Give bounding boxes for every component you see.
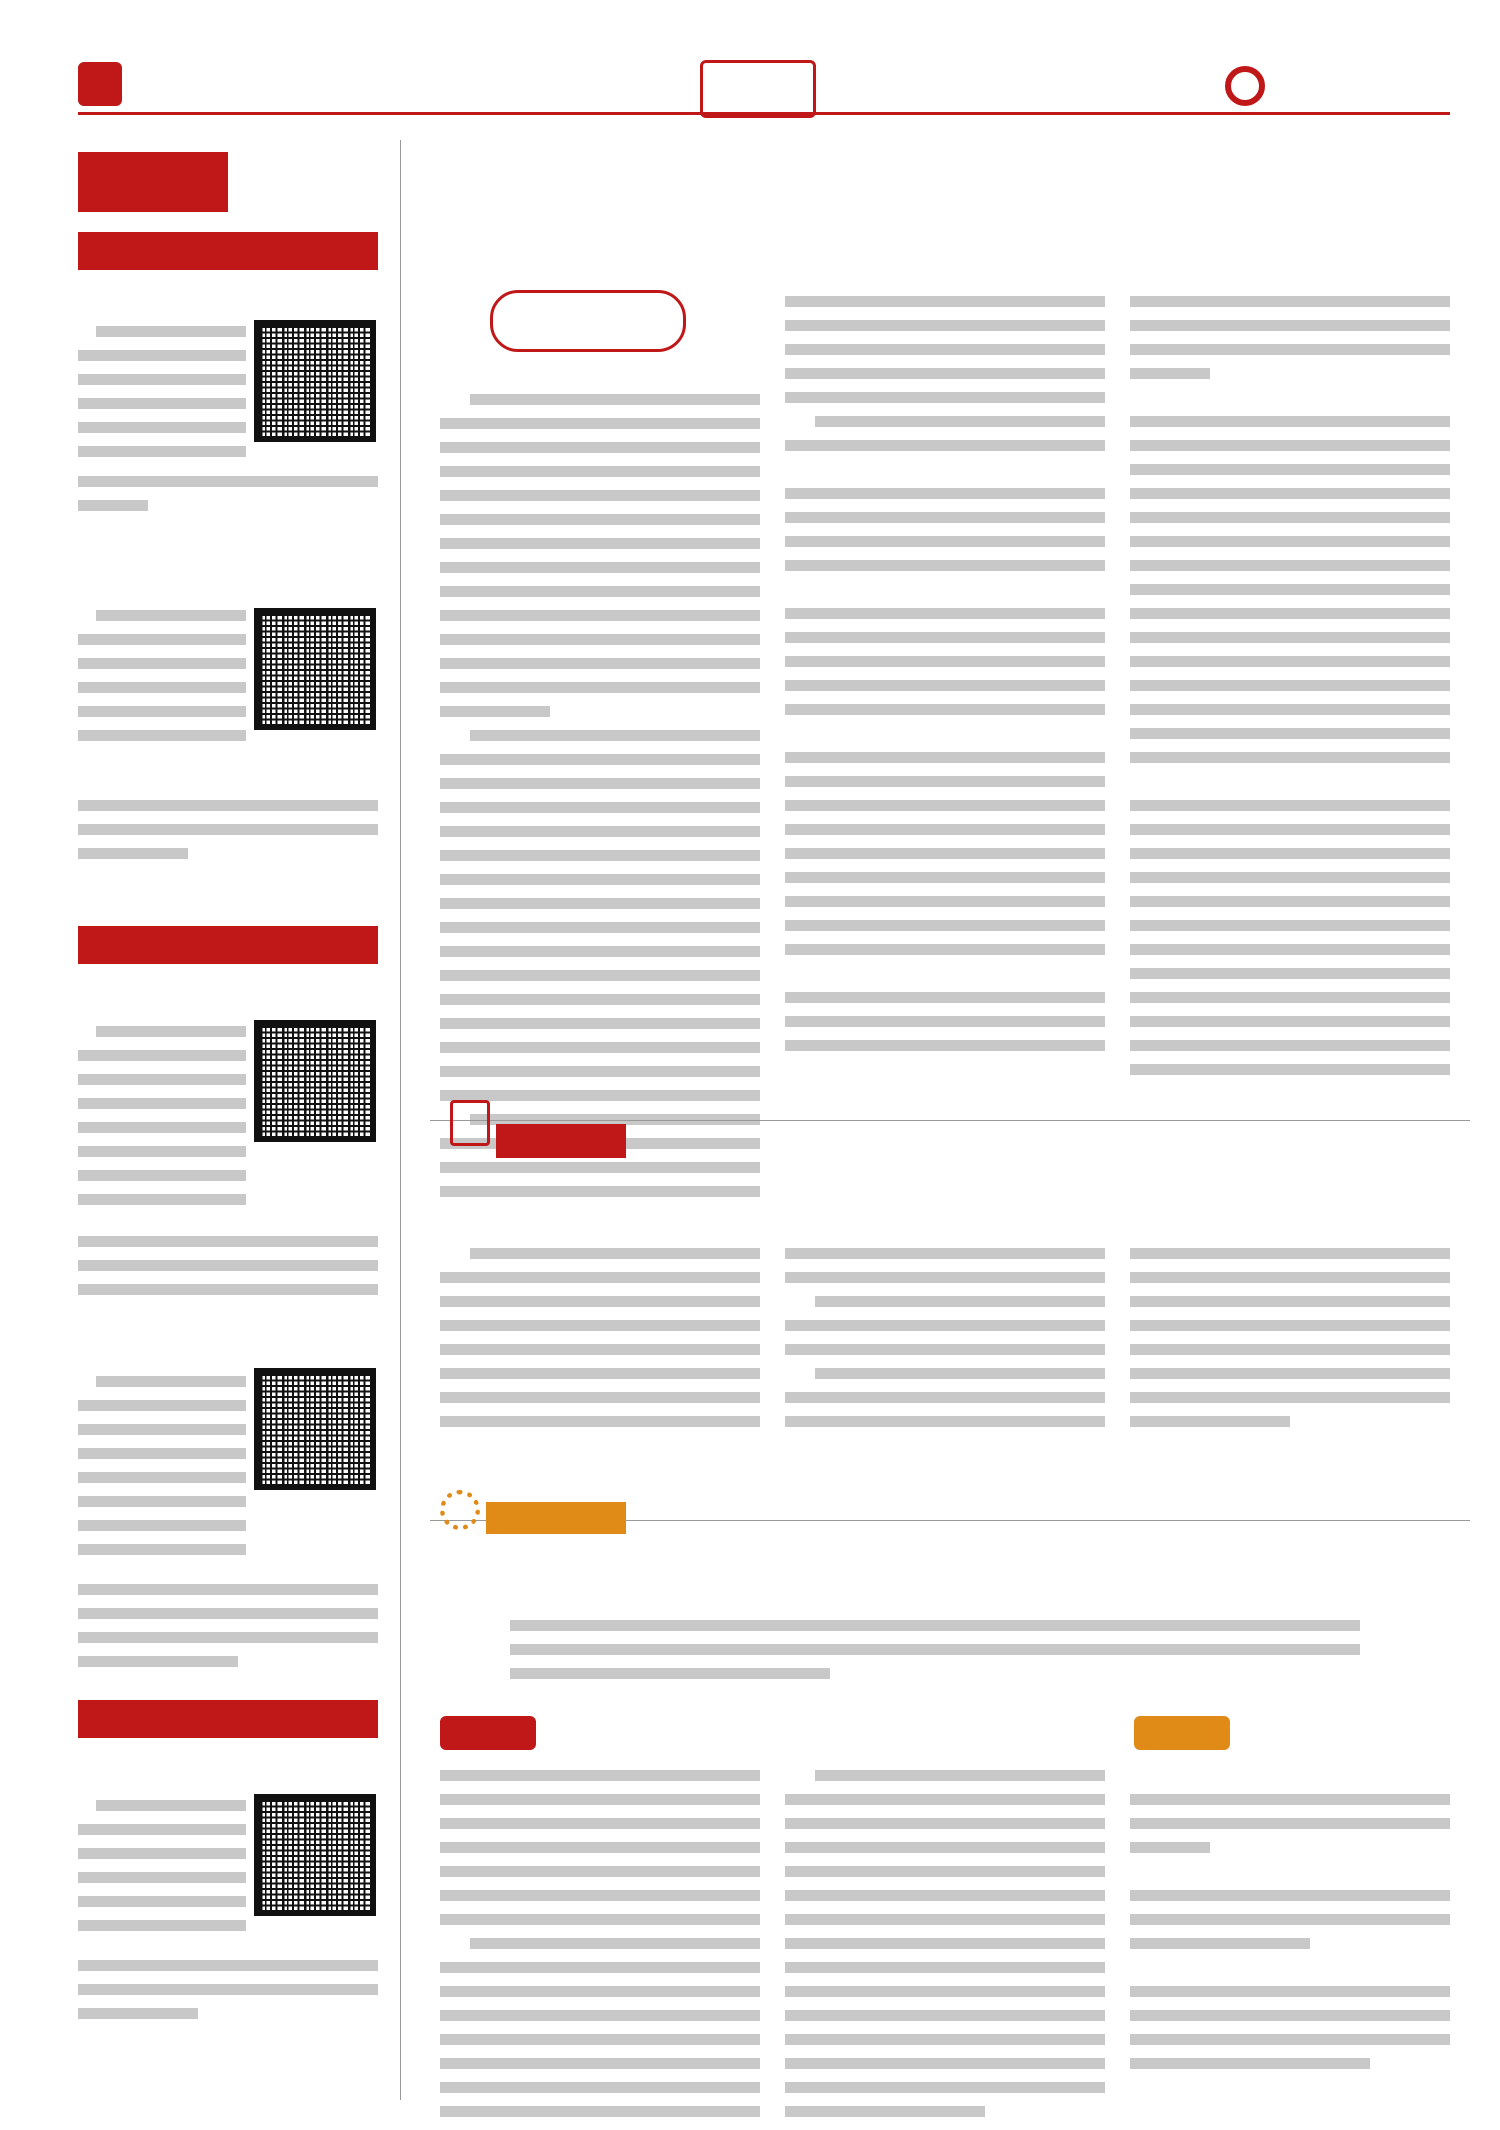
article-1-subhead [785, 728, 1105, 752]
article-3-column-1 [440, 1770, 760, 2130]
article-1-column-3 [1130, 216, 1450, 1088]
article-1-subhead [785, 584, 1105, 608]
column-banner [78, 152, 228, 212]
masthead-rule [78, 112, 1450, 115]
sidebar-item-4 [78, 1336, 378, 1636]
qr-code-icon [254, 608, 376, 730]
article-3-column-3 [1130, 1770, 1450, 2082]
netizen-name [1130, 1866, 1450, 1890]
section-badge [700, 60, 816, 118]
qr-code-icon [254, 1368, 376, 1490]
gear-icon [440, 1490, 480, 1530]
page-number-badge [78, 62, 122, 106]
qr-code-icon [254, 1020, 376, 1142]
sidebar [78, 140, 378, 2100]
paper-logo [1225, 60, 1445, 110]
sidebar-item-5 [78, 1760, 378, 2040]
article-3-tag [486, 1502, 626, 1534]
sidebar-item-title [78, 570, 378, 594]
wechat-section-bar [78, 232, 378, 270]
article-1-column-1 [440, 394, 760, 1210]
pencil-icon [450, 1100, 490, 1146]
article-1-subhead [1130, 392, 1450, 416]
qr-code-icon [254, 1794, 376, 1916]
article-2 [430, 1100, 1470, 1450]
news-event [510, 1620, 1390, 1692]
article-2-column-2 [785, 1248, 1105, 1440]
netizen-name [1130, 1962, 1450, 1986]
article-2-tag [496, 1124, 626, 1158]
column-tag-badge [490, 290, 686, 352]
column-divider [400, 140, 401, 2100]
sidebar-item-2 [78, 570, 378, 860]
masthead [0, 0, 1500, 120]
video-section-bar [78, 926, 378, 964]
netizen-view-tag [1134, 1716, 1230, 1750]
article-3-column-2 [785, 1770, 1105, 2130]
article-1-subhead [785, 464, 1105, 488]
sidebar-item-body [78, 326, 246, 470]
sidebar-item-1 [78, 290, 378, 520]
sidebar-item-title [78, 1760, 378, 1784]
sidebar-item-title [78, 1336, 378, 1360]
headline-section-bar [78, 1700, 378, 1738]
article-1-subhead [785, 968, 1105, 992]
media-view-tag [440, 1716, 536, 1750]
article-2-column-1 [440, 1248, 760, 1440]
article-3 [430, 1490, 1470, 2100]
sidebar-item-3 [78, 986, 378, 1286]
article-1-subhead [1130, 776, 1450, 800]
netizen-name [1130, 1770, 1450, 1794]
logo-mark-icon [1225, 66, 1265, 106]
sidebar-item-title [78, 986, 378, 1010]
article-2-rule [430, 1120, 1470, 1121]
article-1-column-2 [785, 216, 1105, 1064]
article-2-column-3 [1130, 1248, 1450, 1440]
article-1 [430, 140, 1470, 1100]
qr-code-icon [254, 320, 376, 442]
sidebar-item-title [78, 290, 378, 314]
